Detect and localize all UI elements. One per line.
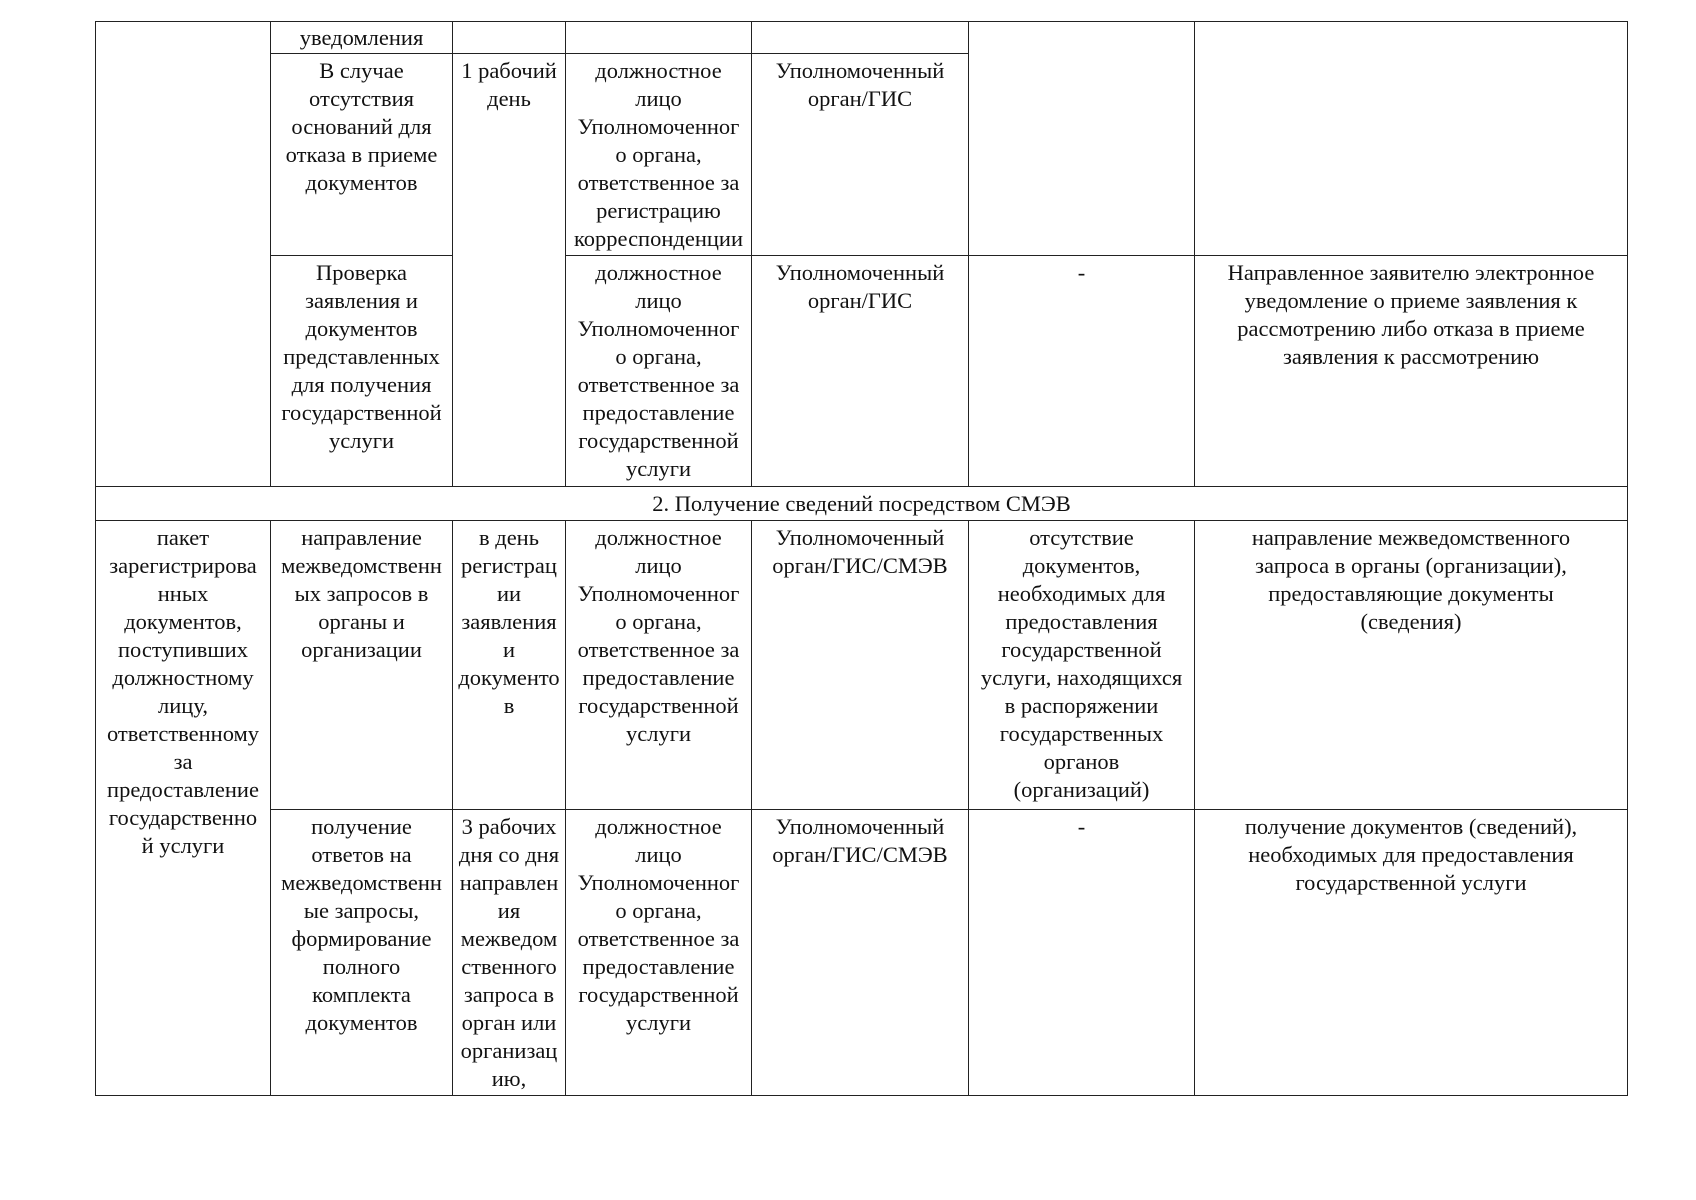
criteria-cell: - bbox=[969, 256, 1195, 487]
action-cell: получение ответов на межведомственн ые запросы, формирование полного комплекта документов bbox=[271, 810, 453, 1096]
official-cell bbox=[566, 22, 752, 54]
table-row bbox=[96, 256, 1628, 487]
table-row bbox=[96, 810, 1628, 1096]
criteria-cell bbox=[969, 22, 1195, 256]
place-cell: Уполномоченный орган/ГИС/СМЭВ bbox=[752, 810, 969, 1096]
section-title: 2. Получение сведений посредством СМЭВ bbox=[96, 487, 1628, 521]
basis-cell: пакет зарегистрирова нных документов, поступивших должностному лицу, ответственному за предоставление государственно й услуги bbox=[96, 521, 271, 1096]
place-cell bbox=[752, 22, 969, 54]
action-cell: уведомления bbox=[271, 22, 453, 54]
section-header-row bbox=[96, 487, 1628, 521]
criteria-cell: отсутствие документов, необходимых для предоставления государственной услуги, находящихся в распоряжении государственных органов (организаций) bbox=[969, 521, 1195, 810]
table-row-continuation bbox=[96, 22, 1628, 54]
result-cell: направление межведомственного запроса в органы (организации), предоставляющие документы (сведения) bbox=[1195, 521, 1628, 810]
term-cell: 3 рабочих дня со дня направлен ия межведом ственного запроса в орган или организац ию, bbox=[453, 810, 566, 1096]
place-cell: Уполномоченный орган/ГИС/СМЭВ bbox=[752, 521, 969, 810]
result-cell: Направленное заявителю электронное уведомление о приеме заявления к рассмотрению либо отказа в приеме заявления к рассмотрению bbox=[1195, 256, 1628, 487]
result-cell: получение документов (сведений), необходимых для предоставления государственной услуги bbox=[1195, 810, 1628, 1096]
term-cell: 1 рабочий день bbox=[453, 54, 566, 487]
table-row bbox=[96, 521, 1628, 810]
official-cell: должностное лицо Уполномоченног о органа, ответственное за предоставление государственной услуги bbox=[566, 810, 752, 1096]
action-cell: Проверка заявления и документов представленных для получения государственной услуги bbox=[271, 256, 453, 487]
action-cell: В случае отсутствия оснований для отказа в приеме документов bbox=[271, 54, 453, 256]
result-cell bbox=[1195, 22, 1628, 256]
criteria-cell: - bbox=[969, 810, 1195, 1096]
place-cell: Уполномоченный орган/ГИС bbox=[752, 256, 969, 487]
official-cell: должностное лицо Уполномоченног о органа, ответственное за предоставление государственной услуги bbox=[566, 256, 752, 487]
term-cell bbox=[453, 22, 566, 54]
action-cell: направление межведомственн ых запросов в органы и организации bbox=[271, 521, 453, 810]
term-cell: в день регистрац ии заявления и документо в bbox=[453, 521, 566, 810]
basis-cell-section1 bbox=[96, 22, 271, 487]
procedures-table bbox=[95, 21, 1628, 1096]
official-cell: должностное лицо Уполномоченног о органа, ответственное за предоставление государственной услуги bbox=[566, 521, 752, 810]
official-cell: должностное лицо Уполномоченног о органа, ответственное за регистрацию корреспонденции bbox=[566, 54, 752, 256]
place-cell: Уполномоченный орган/ГИС bbox=[752, 54, 969, 256]
